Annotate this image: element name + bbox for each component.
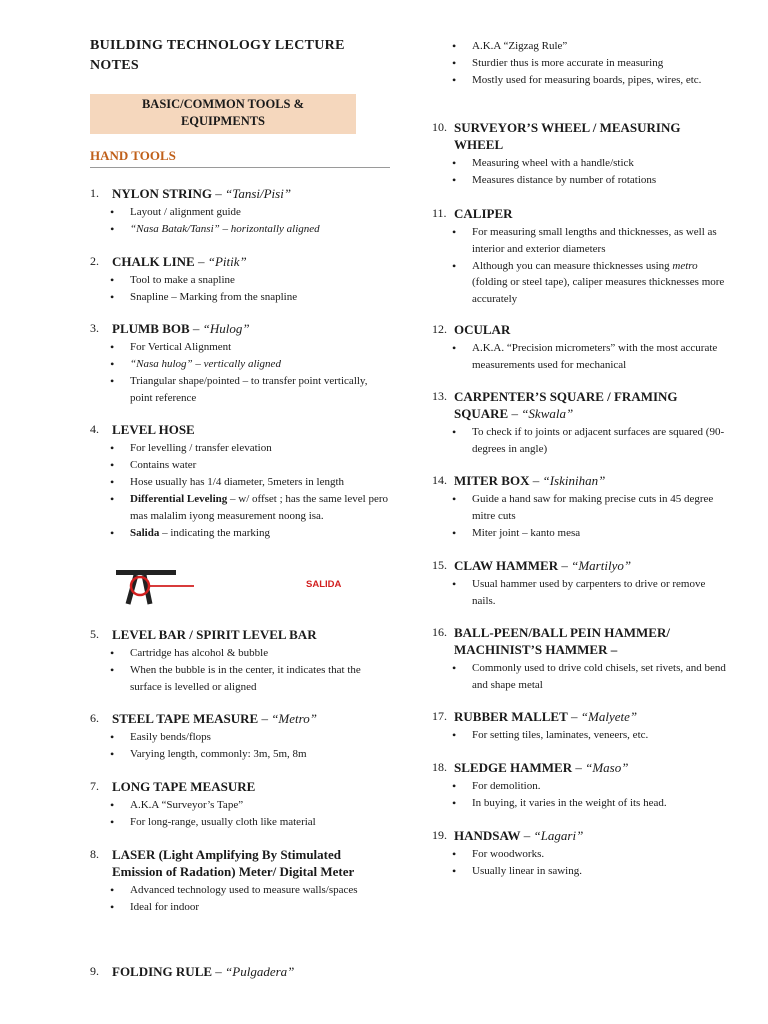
tool-heading: 9. FOLDING RULE – “Pulgadera” — [90, 964, 295, 979]
list-item: • Cartridge has alcohol & bubble — [90, 645, 390, 662]
tool-heading: 19. HANDSAW – “Lagari” — [432, 828, 584, 843]
tool-item-14 — [432, 472, 728, 542]
tool-item-10 — [432, 119, 728, 189]
tool-item-11 — [432, 205, 728, 308]
list-item: • Commonly used to drive cold chisels, set rivets, and bend and shape metal — [432, 660, 728, 693]
tool-item-2 — [90, 253, 390, 306]
list-item: • Mostly used for measuring boards, pipes, wires, etc. — [432, 72, 728, 89]
level-bar-shape — [116, 570, 176, 575]
list-item: • For levelling / transfer elevation — [90, 440, 390, 457]
tool-heading: 1. NYLON STRING – “Tansi/Pisi” — [90, 186, 292, 201]
tool-heading: 4. LEVEL HOSE — [90, 422, 195, 437]
list-item: • Hose usually has 1/4 diameter, 5meters in length — [90, 474, 390, 491]
tool-item-19 — [432, 827, 728, 880]
list-item: • Salida – indicating the marking — [90, 525, 390, 542]
list-item: • “Nasa Batak/Tansi” – horizontally aligned — [90, 221, 390, 238]
tool-heading: 12. OCULAR — [432, 322, 511, 337]
tool-item-8 — [90, 846, 390, 916]
tool-heading: 8. LASER (Light Amplifying By Stimulated Emission of Radation) Meter/ Digital Meter — [90, 847, 355, 879]
list-item: • For demolition. — [432, 778, 728, 795]
list-item: • For measuring small lengths and thicknesses, as well as interior and exterior diameters — [432, 224, 728, 257]
tool-item-6 — [90, 710, 390, 763]
salida-diagram — [114, 566, 194, 610]
tool-heading: 16. BALL-PEEN/BALL PEIN HAMMER/ MACHINIST’S HAMMER – — [432, 625, 670, 657]
section-divider — [90, 167, 390, 168]
tool-item-4 — [90, 421, 390, 542]
list-item: • Ideal for indoor — [90, 899, 390, 916]
list-item: • To check if to joints or adjacent surfaces are squared (90-degrees in angle) — [432, 424, 728, 457]
tool-heading: 17. RUBBER MALLET – “Malyete” — [432, 709, 638, 724]
list-item: • Miter joint – kanto mesa — [432, 525, 728, 542]
list-item: • Triangular shape/pointed – to transfer point vertically, point reference — [90, 373, 390, 406]
section-heading: HAND TOOLS — [90, 148, 176, 163]
tool-item-13 — [432, 388, 728, 458]
list-item: • Contains water — [90, 457, 390, 474]
tool-item-16 — [432, 624, 728, 694]
tool-heading: 18. SLEDGE HAMMER – “Maso” — [432, 760, 629, 775]
list-item: • Although you can measure thicknesses using metro (folding or steel tape), caliper measures thicknesses more accurately — [432, 258, 728, 308]
list-item: • For Vertical Alignment — [90, 339, 390, 356]
tool-heading: 13. CARPENTER’S SQUARE / FRAMING SQUARE – “Skwala” — [432, 389, 678, 421]
salida-label: SALIDA — [306, 579, 342, 590]
list-item: • Easily bends/flops — [90, 729, 390, 746]
tool-heading: 10. SURVEYOR’S WHEEL / MEASURING WHEEL — [432, 120, 681, 152]
tool-heading: 5. LEVEL BAR / SPIRIT LEVEL BAR — [90, 627, 317, 642]
list-item: • For setting tiles, laminates, veneers, etc. — [432, 727, 728, 744]
tool-item-12 — [432, 321, 728, 374]
list-item: • Differential Leveling – w/ offset ; has the same level pero mas malalim iyong measurement noong isa. — [90, 491, 390, 524]
folding-rule-continued — [432, 36, 728, 89]
list-item: • Measures distance by number of rotations — [432, 172, 728, 189]
list-item: • Advanced technology used to measure walls/spaces — [90, 882, 390, 899]
list-item: • “Nasa hulog” – vertically aligned — [90, 356, 390, 373]
tool-item-9 — [90, 963, 390, 980]
list-item: • Usual hammer used by carpenters to drive or remove nails. — [432, 576, 728, 609]
list-item: • Layout / alignment guide — [90, 204, 390, 221]
list-item: • For long-range, usually cloth like material — [90, 814, 390, 831]
list-item: • When the bubble is in the center, it indicates that the surface is levelled or aligned — [90, 662, 390, 695]
topic-banner: BASIC/COMMON TOOLS & EQUIPMENTS — [90, 94, 356, 134]
tool-heading: 2. CHALK LINE – “Pitik” — [90, 254, 247, 269]
list-item: • For woodworks. — [432, 846, 728, 863]
tool-heading: 6. STEEL TAPE MEASURE – “Metro” — [90, 711, 317, 726]
tool-heading: 14. MITER BOX – “Iskinihan” — [432, 473, 606, 488]
list-item: • Usually linear in sawing. — [432, 863, 728, 880]
tool-heading: 15. CLAW HAMMER – “Martilyo” — [432, 558, 632, 573]
list-item: • Measuring wheel with a handle/stick — [432, 155, 728, 172]
tool-item-18 — [432, 759, 728, 812]
list-item: • A.K.A. “Precision micrometers” with the most accurate measurements used for mechanical — [432, 340, 728, 373]
tool-heading: 11. CALIPER — [432, 206, 513, 221]
list-item: • In buying, it varies in the weight of its head. — [432, 795, 728, 812]
tool-heading: 7. LONG TAPE MEASURE — [90, 779, 256, 794]
tool-item-7 — [90, 778, 390, 831]
tool-heading: 3. PLUMB BOB – “Hulog” — [90, 321, 250, 336]
tool-item-17 — [432, 708, 728, 744]
list-item: • A.K.A “Surveyor’s Tape” — [90, 797, 390, 814]
list-item: • Sturdier thus is more accurate in measuring — [432, 55, 728, 72]
list-item: • Tool to make a snapline — [90, 272, 390, 289]
list-item: • Varying length, commonly: 3m, 5m, 8m — [90, 746, 390, 763]
list-item: • A.K.A “Zigzag Rule” — [432, 38, 728, 55]
tool-item-15 — [432, 557, 728, 610]
list-item: • Guide a hand saw for making precise cuts in 45 degree mitre cuts — [432, 491, 728, 524]
tool-item-5 — [90, 626, 390, 696]
document-title: BUILDING TECHNOLOGY LECTURE NOTES — [90, 38, 345, 73]
tool-item-1 — [90, 185, 390, 238]
list-item: • Snapline – Marking from the snapline — [90, 289, 390, 306]
tool-item-3 — [90, 320, 390, 407]
